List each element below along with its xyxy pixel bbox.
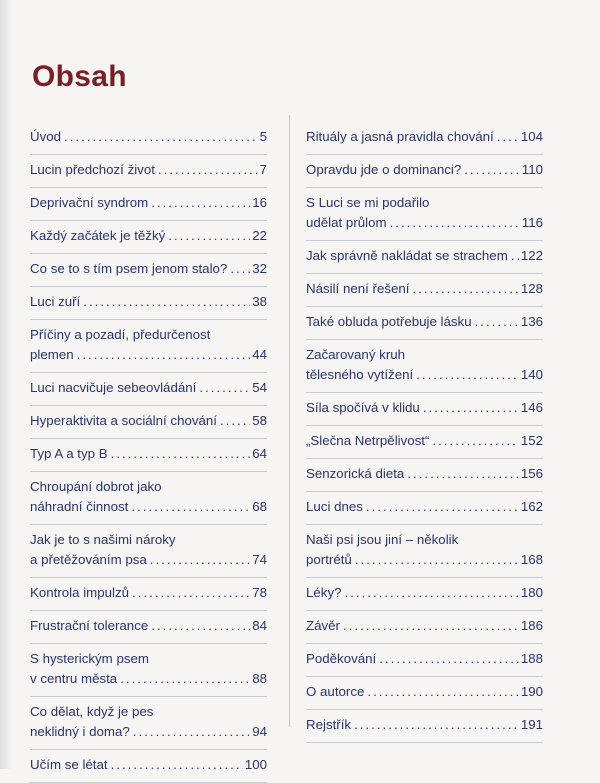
dot-leader bbox=[475, 312, 519, 332]
toc-entry[interactable] bbox=[30, 750, 267, 783]
toc-entry-line bbox=[306, 715, 543, 735]
toc-entry-title-line: Příčiny a pozadí, předurčenost bbox=[30, 327, 211, 342]
page-number: 136 bbox=[520, 314, 543, 329]
toc-entry-title: Lucin předchozí život bbox=[30, 162, 155, 177]
dot-leader bbox=[64, 127, 258, 147]
dot-leader bbox=[416, 365, 519, 385]
toc-entry-title: náhradní činnost bbox=[30, 499, 129, 514]
page-number: 140 bbox=[520, 367, 543, 382]
toc-entry-title-line: S hysterickým psem bbox=[30, 651, 149, 666]
dot-leader bbox=[133, 722, 250, 742]
toc-entry[interactable] bbox=[306, 241, 543, 274]
toc-entry-line bbox=[30, 497, 267, 517]
dot-leader bbox=[407, 464, 519, 484]
dot-leader bbox=[151, 193, 250, 213]
dot-leader bbox=[111, 444, 251, 464]
toc-entry-line bbox=[30, 345, 267, 365]
toc-entry-line bbox=[306, 160, 543, 180]
page-number: 7 bbox=[259, 162, 267, 177]
toc-entry-title: Hyperaktivita a sociální chování bbox=[30, 413, 217, 428]
toc-entry-line bbox=[306, 649, 543, 669]
page-number: 188 bbox=[520, 651, 543, 666]
dot-leader bbox=[432, 431, 518, 451]
toc-entry[interactable] bbox=[306, 578, 543, 611]
toc-entry-line bbox=[30, 669, 267, 689]
toc-entry-title: Léky? bbox=[306, 585, 342, 600]
page-number: 152 bbox=[520, 433, 543, 448]
toc-entry[interactable] bbox=[30, 697, 267, 750]
dot-leader bbox=[464, 160, 520, 180]
page-number: 74 bbox=[252, 552, 267, 567]
toc-entry-title: Deprivační syndrom bbox=[30, 195, 149, 210]
page-number: 191 bbox=[520, 717, 543, 732]
page-edge bbox=[0, 0, 12, 769]
toc-entry-title: neklidný i doma? bbox=[30, 724, 130, 739]
toc-column-left bbox=[30, 122, 267, 783]
toc-entry-line bbox=[306, 213, 543, 233]
toc-entry-line bbox=[30, 226, 267, 246]
page-number: 116 bbox=[521, 215, 543, 230]
page-number: 5 bbox=[259, 129, 267, 144]
toc-entry-title: Luci zuří bbox=[30, 294, 81, 309]
page-number: 162 bbox=[520, 499, 543, 514]
dot-leader bbox=[355, 550, 519, 570]
page-number: 54 bbox=[252, 380, 267, 395]
toc-entry-title: v centru města bbox=[30, 671, 118, 686]
dot-leader bbox=[151, 616, 250, 636]
dot-leader bbox=[220, 411, 250, 431]
toc-entry-line bbox=[306, 550, 543, 570]
toc-entry[interactable] bbox=[30, 320, 267, 373]
toc-entry-line bbox=[306, 616, 543, 636]
toc-entry-title: Kontrola impulzů bbox=[30, 585, 130, 600]
page-number: 88 bbox=[252, 671, 267, 686]
toc-entry-title-line: Naši psi jsou jiní – několik bbox=[306, 532, 459, 547]
page-number: 58 bbox=[252, 413, 267, 428]
page-number: 32 bbox=[252, 261, 267, 276]
dot-leader bbox=[423, 398, 519, 418]
toc-entry[interactable] bbox=[30, 578, 267, 611]
dot-leader bbox=[83, 292, 250, 312]
toc-entry[interactable] bbox=[306, 122, 543, 155]
toc-entry[interactable] bbox=[306, 274, 543, 307]
toc-entry-line bbox=[30, 444, 267, 464]
toc-entry-title: O autorce bbox=[306, 684, 365, 699]
toc-entry-title: Frustrační tolerance bbox=[30, 618, 149, 633]
toc-entry-title: Jak správně nakládat se strachem bbox=[306, 248, 508, 263]
page-number: 168 bbox=[520, 552, 543, 567]
toc-entry-title: Luci dnes bbox=[306, 499, 363, 514]
toc-column-right bbox=[306, 122, 543, 743]
page-number: 180 bbox=[520, 585, 543, 600]
page-number: 110 bbox=[521, 162, 543, 177]
dot-leader bbox=[150, 550, 250, 570]
dot-leader bbox=[199, 378, 250, 398]
page-number: 68 bbox=[252, 499, 267, 514]
page-number: 128 bbox=[520, 281, 543, 296]
toc-entry-title: Každý začátek je těžký bbox=[30, 228, 166, 243]
toc-entry[interactable] bbox=[306, 393, 543, 426]
dot-leader bbox=[366, 497, 519, 517]
dot-leader bbox=[511, 246, 519, 266]
toc-entry-line bbox=[30, 755, 267, 775]
toc-entry-title: Rejstřík bbox=[306, 717, 352, 732]
toc-entry-line bbox=[30, 127, 267, 147]
toc-entry-line bbox=[30, 259, 267, 279]
toc-entry-line bbox=[306, 497, 543, 517]
toc-entry-title: Typ A a typ B bbox=[30, 446, 108, 461]
page-number: 44 bbox=[252, 347, 267, 362]
toc-entry-title: Také obluda potřebuje lásku bbox=[306, 314, 472, 329]
toc-entry[interactable] bbox=[306, 459, 543, 492]
dot-leader bbox=[111, 755, 243, 775]
toc-entry[interactable] bbox=[30, 611, 267, 644]
toc-entry-title: Násilí není řešení bbox=[306, 281, 410, 296]
dot-leader bbox=[158, 160, 258, 180]
dot-leader bbox=[120, 669, 250, 689]
page-number: 84 bbox=[252, 618, 267, 633]
toc-entry[interactable] bbox=[30, 287, 267, 320]
dot-leader bbox=[379, 649, 519, 669]
toc-entry-line bbox=[306, 365, 543, 385]
toc-entry-line bbox=[30, 583, 267, 603]
dot-leader bbox=[412, 279, 518, 299]
toc-entry[interactable] bbox=[306, 525, 543, 578]
page-number: 104 bbox=[520, 129, 543, 144]
toc-entry-title: a přetěžováním psa bbox=[30, 552, 147, 567]
toc-entry-title: Luci nacvičuje sebeovládání bbox=[30, 380, 197, 395]
toc-entry[interactable] bbox=[306, 188, 543, 241]
toc-entry[interactable] bbox=[306, 492, 543, 525]
toc-entry-line bbox=[306, 312, 543, 332]
toc-entry-line bbox=[306, 682, 543, 702]
toc-entry[interactable] bbox=[306, 155, 543, 188]
toc-entry-title-line: Co dělat, když je pes bbox=[30, 704, 154, 719]
page-number: 190 bbox=[520, 684, 543, 699]
dot-leader bbox=[344, 583, 518, 603]
toc-entry-line bbox=[306, 431, 543, 451]
page-number: 16 bbox=[252, 195, 267, 210]
toc-entry[interactable] bbox=[30, 439, 267, 472]
dot-leader bbox=[230, 259, 250, 279]
toc-entry-title: plemen bbox=[30, 347, 74, 362]
toc-entry-line bbox=[30, 550, 267, 570]
toc-entry[interactable] bbox=[306, 307, 543, 340]
dot-leader bbox=[390, 213, 520, 233]
toc-entry[interactable] bbox=[30, 472, 267, 525]
page-number: 78 bbox=[252, 585, 267, 600]
toc-entry-title: „Slečna Netrpělivost“ bbox=[306, 433, 430, 448]
dot-leader bbox=[77, 345, 251, 365]
toc-entry[interactable] bbox=[30, 406, 267, 439]
toc-entry-line bbox=[30, 411, 267, 431]
toc-entry[interactable] bbox=[30, 155, 267, 188]
page-number: 186 bbox=[520, 618, 543, 633]
toc-entry-title: udělat průlom bbox=[306, 215, 387, 230]
toc-entry[interactable] bbox=[30, 254, 267, 287]
toc-entry[interactable] bbox=[306, 677, 543, 710]
toc-entry-title-line: Jak je to s našimi nároky bbox=[30, 532, 176, 547]
page-number: 100 bbox=[244, 757, 267, 772]
page-number: 156 bbox=[520, 466, 543, 481]
toc-entry-line bbox=[30, 193, 267, 213]
dot-leader bbox=[168, 226, 250, 246]
toc-entry[interactable] bbox=[306, 644, 543, 677]
toc-entry-line bbox=[306, 398, 543, 418]
toc-entry[interactable] bbox=[30, 122, 267, 155]
toc-entry-line bbox=[306, 127, 543, 147]
toc-entry[interactable] bbox=[306, 611, 543, 644]
toc-entry[interactable] bbox=[30, 525, 267, 578]
page-number: 94 bbox=[252, 724, 267, 739]
page-number: 122 bbox=[520, 248, 543, 263]
page-number: 64 bbox=[252, 446, 267, 461]
toc-entry[interactable] bbox=[306, 710, 543, 743]
toc-entry-line bbox=[306, 279, 543, 299]
toc-entry-title: portrétů bbox=[306, 552, 352, 567]
dot-leader bbox=[131, 497, 250, 517]
toc-entry-title: Opravdu jde o dominanci? bbox=[306, 162, 462, 177]
dot-leader bbox=[343, 616, 519, 636]
toc-entry-title-line: Začarovaný kruh bbox=[306, 347, 406, 362]
toc-entry-line bbox=[30, 160, 267, 180]
dot-leader bbox=[354, 715, 519, 735]
toc-entry-line bbox=[30, 378, 267, 398]
toc-entry[interactable] bbox=[306, 426, 543, 459]
page-number: 38 bbox=[252, 294, 267, 309]
page-title: Obsah bbox=[32, 60, 127, 93]
dot-leader bbox=[497, 127, 519, 147]
toc-entry-line bbox=[30, 292, 267, 312]
toc-entry-title: Učím se létat bbox=[30, 757, 108, 772]
toc-entry-line bbox=[306, 246, 543, 266]
toc-entry-title-line: S Luci se mi podařilo bbox=[306, 195, 430, 210]
toc-entry-title: tělesného vytížení bbox=[306, 367, 414, 382]
toc-entry-title: Závěr bbox=[306, 618, 340, 633]
toc-entry-title: Síla spočívá v klidu bbox=[306, 400, 420, 415]
toc-entry-title: Co se to s tím psem jenom stalo? bbox=[30, 261, 228, 276]
toc-entry-line bbox=[306, 583, 543, 603]
toc-entry-line bbox=[30, 616, 267, 636]
toc-entry-title: Senzorická dieta bbox=[306, 466, 405, 481]
toc-entry-line bbox=[30, 722, 267, 742]
toc-entry-title: Úvod bbox=[30, 129, 62, 144]
toc-entry[interactable] bbox=[30, 221, 267, 254]
toc-entry[interactable] bbox=[306, 340, 543, 393]
toc-entry-title-line: Chroupání dobrot jako bbox=[30, 479, 162, 494]
page-number: 22 bbox=[252, 228, 267, 243]
toc-entry[interactable] bbox=[30, 373, 267, 406]
toc-entry-line bbox=[306, 464, 543, 484]
toc-entry-title: Poděkování bbox=[306, 651, 377, 666]
dot-leader bbox=[132, 583, 250, 603]
toc-entry[interactable] bbox=[30, 188, 267, 221]
page-number: 146 bbox=[520, 400, 543, 415]
toc-entry-title: Rituály a jasná pravidla chování bbox=[306, 129, 494, 144]
dot-leader bbox=[367, 682, 518, 702]
toc-entry[interactable] bbox=[30, 644, 267, 697]
column-divider bbox=[289, 115, 290, 727]
